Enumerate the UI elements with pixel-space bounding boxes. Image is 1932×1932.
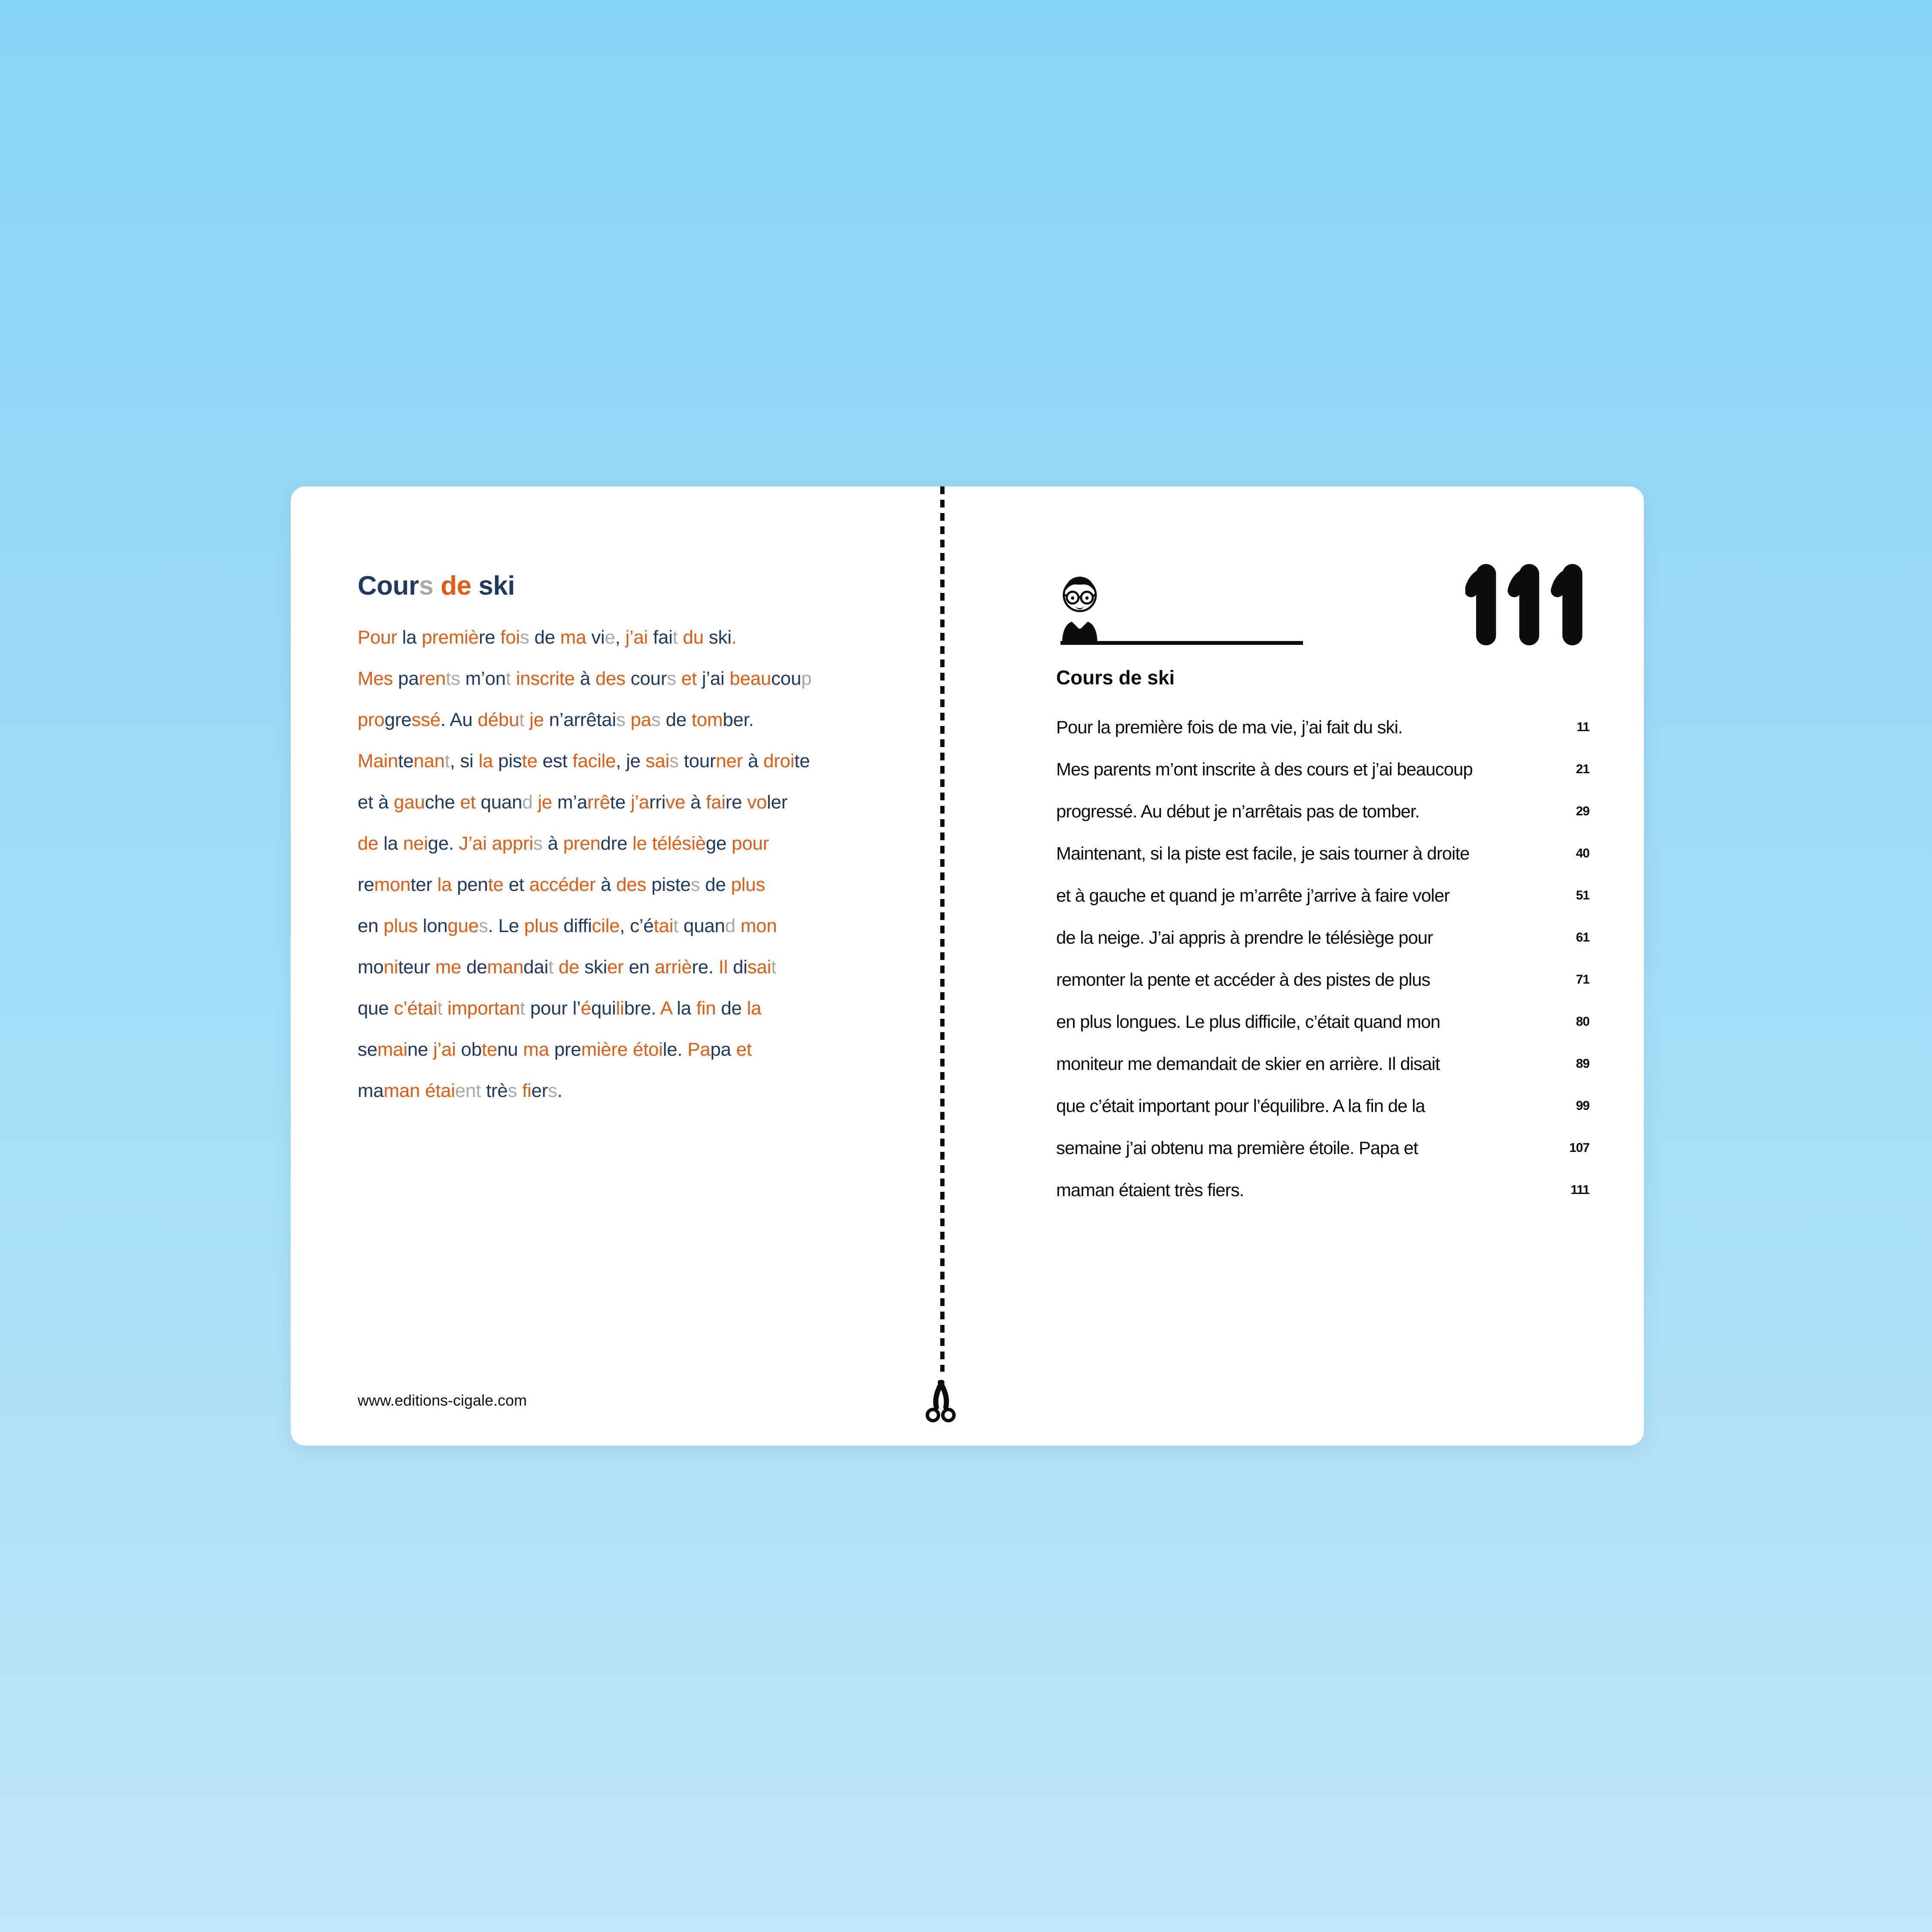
colored-syllable: e: [605, 627, 615, 648]
colored-syllable: tour: [678, 750, 716, 772]
colored-syllable: t: [437, 998, 443, 1019]
colored-syllable: m’a: [552, 792, 588, 813]
colored-syllable: s: [690, 874, 700, 895]
line-text: semaine j’ai obtenu ma première étoile. Papa et: [1056, 1138, 1418, 1158]
colored-syllable: pre: [549, 1039, 581, 1060]
colored-text-line: [358, 699, 967, 741]
colored-syllable: re: [358, 874, 374, 895]
colored-syllable: qui: [591, 998, 616, 1019]
cumulative-word-count: 40: [1576, 846, 1589, 860]
colored-syllable: s: [419, 571, 434, 601]
colored-syllable: s: [533, 833, 543, 854]
colored-syllable: d: [725, 915, 735, 936]
colored-syllable: j’ai: [428, 1039, 456, 1060]
colored-syllable: m’on: [460, 668, 506, 689]
colored-syllable: et: [455, 792, 476, 813]
colored-syllable: ma: [358, 1080, 384, 1101]
colored-syllable: premiè: [416, 627, 479, 648]
line-text: et à gauche et quand je m’arrête j’arrive à faire voler: [1056, 885, 1450, 905]
colored-syllable: s: [507, 1080, 517, 1101]
colored-syllable: Le: [493, 915, 519, 936]
colored-syllable: et: [358, 792, 374, 813]
colored-syllable: re.: [692, 957, 714, 978]
colored-syllable: ,: [615, 627, 620, 648]
colored-syllable: que: [358, 998, 389, 1019]
colored-syllable: débu: [472, 709, 519, 730]
colored-syllable: d: [522, 792, 533, 813]
line-text: maman étaient très fiers.: [1056, 1180, 1244, 1200]
colored-syllable: J’ai: [453, 833, 487, 854]
colored-text-line: [358, 988, 967, 1029]
colored-syllable: je: [532, 792, 553, 813]
colored-syllable: man: [487, 957, 524, 978]
colored-syllable: quan: [678, 915, 725, 936]
colored-syllable: nei: [398, 833, 428, 854]
colored-syllable: re: [725, 792, 742, 813]
colored-syllable: vo: [742, 792, 767, 813]
colored-syllable: beau: [724, 668, 772, 689]
colored-syllable: de: [433, 571, 471, 601]
colored-syllable: fai: [701, 792, 726, 813]
colored-syllable: arriè: [649, 957, 692, 978]
word-count-total: [1465, 559, 1590, 649]
colored-syllable: à: [685, 792, 701, 813]
colored-syllable: ni: [383, 957, 398, 978]
line-text: de la neige. J’ai appris à prendre le télésiège pour: [1056, 927, 1433, 948]
colored-text-line: [358, 782, 967, 823]
colored-syllable: gau: [389, 792, 425, 813]
colored-syllable: er: [607, 957, 624, 978]
colored-syllable: lon: [417, 915, 448, 936]
colored-syllable: ren: [419, 668, 446, 689]
colored-syllable: .: [488, 915, 493, 936]
colored-syllable: ski: [703, 627, 732, 648]
colored-syllable: se: [358, 1039, 377, 1060]
colored-syllable: t: [548, 957, 554, 978]
colored-text-line: [358, 1070, 967, 1112]
colored-syllable: Mes: [358, 668, 393, 689]
text-line: [1056, 790, 1589, 832]
colored-syllable: trè: [481, 1080, 508, 1101]
colored-syllable: sai: [640, 750, 670, 772]
colored-syllable: di: [728, 957, 747, 978]
colored-syllable: en: [358, 915, 379, 936]
colored-syllable: vi: [586, 627, 605, 648]
colored-syllable: Cour: [358, 571, 419, 601]
colored-syllable: dre: [600, 833, 628, 854]
line-text: Mes parents m’ont inscrite à des cours et j’ai beaucoup: [1056, 759, 1473, 779]
colored-syllable: cour: [625, 668, 667, 689]
cumulative-word-count: 80: [1576, 1015, 1589, 1029]
footer-url: www.editions-cigale.com: [358, 1391, 527, 1409]
colored-syllable: ber.: [723, 709, 754, 730]
colored-syllable: man: [383, 1080, 420, 1101]
colored-syllable: ,: [620, 915, 625, 936]
colored-syllable: à: [542, 833, 558, 854]
left-page-title: [358, 571, 515, 601]
colored-syllable: t: [519, 709, 525, 730]
colored-syllable: tom: [686, 709, 723, 730]
colored-syllable: mo: [358, 957, 384, 978]
colored-syllable: le: [627, 833, 647, 854]
colored-syllable: je: [621, 750, 641, 772]
colored-syllable: t: [673, 915, 679, 936]
line-text: moniteur me demandait de skier en arrière. Il disait: [1056, 1054, 1440, 1074]
right-page-text: [1056, 706, 1589, 1211]
colored-syllable: pro: [358, 709, 385, 730]
colored-syllable: gue: [447, 915, 479, 936]
line-text: progressé. Au début je n’arrêtais pas de tomber.: [1056, 801, 1420, 821]
colored-text-line: [358, 617, 967, 658]
colored-syllable: te: [482, 1039, 498, 1060]
colored-syllable: de: [358, 833, 379, 854]
colored-syllable: et: [503, 874, 524, 895]
colored-syllable: de: [529, 627, 555, 648]
colored-syllable: ts: [446, 668, 460, 689]
dotted-cut-line: [940, 486, 945, 1372]
colored-syllable: plus: [378, 915, 418, 936]
colored-syllable: .: [731, 627, 737, 648]
colored-syllable: s: [519, 627, 529, 648]
colored-syllable: nan: [413, 750, 445, 772]
colored-syllable: li: [616, 998, 624, 1019]
colored-syllable: pren: [558, 833, 601, 854]
colored-syllable: s: [548, 1080, 557, 1101]
colored-syllable: Il: [713, 957, 728, 978]
colored-syllable: me: [430, 957, 462, 978]
colored-syllable: à: [373, 792, 389, 813]
colored-syllable: er: [531, 1080, 548, 1101]
colored-syllable: inscrite: [510, 668, 575, 689]
colored-syllable: plus: [726, 874, 766, 895]
colored-syllable: te: [398, 750, 414, 772]
colored-syllable: ve: [665, 792, 686, 813]
text-line: [1056, 959, 1589, 1001]
colored-syllable: re: [478, 627, 495, 648]
colored-syllable: étoi: [628, 1039, 663, 1060]
line-text: que c’était important pour l’équilibre. A la fin de la: [1056, 1096, 1425, 1116]
colored-syllable: tai: [653, 915, 674, 936]
colored-syllable: et: [731, 1039, 752, 1060]
colored-syllable: sai: [747, 957, 772, 978]
colored-syllable: t: [672, 627, 678, 648]
colored-syllable: ski: [471, 571, 515, 601]
colored-syllable: bre.: [624, 998, 656, 1019]
colored-syllable: te: [610, 792, 626, 813]
line-text: remonter la pente et accéder à des pistes de plus: [1056, 969, 1430, 990]
colored-syllable: pa: [393, 668, 419, 689]
colored-syllable: ,: [450, 750, 455, 772]
cumulative-word-count: 107: [1569, 1141, 1589, 1155]
colored-syllable: à: [595, 874, 611, 895]
colored-syllable: ma: [555, 627, 586, 648]
colored-syllable: de: [553, 957, 580, 978]
colored-syllable: de: [700, 874, 726, 895]
cumulative-word-count: 111: [1571, 1183, 1589, 1197]
text-line: [1056, 1169, 1589, 1211]
colored-syllable: quan: [475, 792, 522, 813]
colored-syllable: t: [771, 957, 777, 978]
colored-syllable: p: [801, 668, 812, 689]
colored-syllable: ,: [616, 750, 621, 772]
colored-syllable: c’é: [625, 915, 654, 936]
colored-syllable: fin: [691, 998, 716, 1019]
colored-syllable: mai: [377, 1039, 407, 1060]
colored-text-line: [358, 823, 967, 864]
colored-syllable: du: [677, 627, 704, 648]
colored-syllable: ob: [456, 1039, 482, 1060]
cumulative-word-count: 71: [1576, 972, 1589, 987]
colored-syllable: A: [656, 998, 672, 1019]
colored-text-line: [358, 658, 967, 699]
name-rule-line: [1060, 641, 1303, 645]
colored-syllable: Main: [358, 750, 398, 772]
colored-syllable: piste: [646, 874, 691, 895]
colored-syllable: dai: [523, 957, 549, 978]
colored-syllable: la: [671, 998, 691, 1019]
text-line: [1056, 748, 1589, 790]
text-line: [1056, 832, 1589, 875]
colored-syllable: je: [524, 709, 544, 730]
colored-syllable: de: [660, 709, 687, 730]
colored-syllable: foi: [495, 627, 520, 648]
colored-syllable: Au: [445, 709, 473, 730]
colored-syllable: la: [432, 874, 452, 895]
colored-syllable: t: [444, 750, 450, 772]
right-page-title: Cours de ski: [1056, 666, 1175, 689]
colored-syllable: che: [425, 792, 455, 813]
colored-syllable: facile: [567, 750, 616, 772]
colored-syllable: t: [505, 668, 511, 689]
colored-syllable: te: [522, 750, 538, 772]
colored-syllable: pis: [493, 750, 522, 772]
colored-syllable: rrê: [587, 792, 610, 813]
cumulative-word-count: 99: [1576, 1099, 1589, 1113]
colored-syllable: pour: [525, 998, 568, 1019]
colored-syllable: .: [440, 709, 446, 730]
colored-syllable: importan: [442, 998, 520, 1019]
colored-syllable: ge: [705, 833, 727, 854]
colored-syllable: l’: [567, 998, 581, 1019]
colored-text-line: [358, 1029, 967, 1070]
colored-syllable: la: [397, 627, 417, 648]
colored-syllable: j’ai: [696, 668, 725, 689]
child-with-glasses-icon: [1059, 571, 1101, 644]
colored-syllable: gre: [384, 709, 412, 730]
cumulative-word-count: 21: [1576, 762, 1589, 776]
colored-syllable: si: [455, 750, 474, 772]
colored-syllable: diffi: [558, 915, 592, 936]
colored-syllable: fai: [648, 627, 673, 648]
colored-syllable: mière: [581, 1039, 628, 1060]
colored-syllable: la: [378, 833, 398, 854]
colored-syllable: de: [461, 957, 487, 978]
colored-syllable: s: [479, 915, 488, 936]
colored-syllable: fi: [517, 1080, 532, 1101]
text-line: [1056, 917, 1589, 959]
colored-syllable: télésiè: [647, 833, 706, 854]
colored-syllable: accéder: [524, 874, 596, 895]
colored-text-line: [358, 947, 967, 988]
line-text: en plus longues. Le plus difficile, c’était quand mon: [1056, 1012, 1440, 1032]
text-line: [1056, 1127, 1589, 1169]
colored-syllable: .: [557, 1080, 562, 1101]
colored-syllable: te: [794, 750, 810, 772]
left-page-colored-text: [358, 617, 967, 1112]
colored-syllable: c’étai: [389, 998, 437, 1019]
colored-syllable: te: [488, 874, 504, 895]
colored-syllable: étai: [420, 1080, 455, 1101]
colored-syllable: pa: [625, 709, 651, 730]
colored-syllable: la: [741, 998, 762, 1019]
colored-syllable: ge.: [428, 833, 454, 854]
worksheet-card: [291, 486, 1644, 1446]
colored-syllable: pour: [726, 833, 769, 854]
colored-syllable: Pa: [682, 1039, 711, 1060]
text-line: [1056, 706, 1589, 748]
text-line: [1056, 1043, 1589, 1085]
colored-syllable: ssé: [411, 709, 440, 730]
colored-syllable: mon: [374, 874, 411, 895]
colored-syllable: droi: [758, 750, 795, 772]
colored-syllable: de: [716, 998, 742, 1019]
colored-syllable: pa: [710, 1039, 731, 1060]
cumulative-word-count: 29: [1576, 804, 1589, 818]
colored-syllable: le.: [662, 1039, 683, 1060]
colored-syllable: la: [473, 750, 493, 772]
colored-syllable: j’ai: [620, 627, 648, 648]
scissors-icon: [921, 1379, 964, 1426]
colored-syllable: pen: [452, 874, 488, 895]
cumulative-word-count: 51: [1576, 888, 1589, 902]
colored-syllable: nu: [497, 1039, 518, 1060]
text-line: [1056, 1001, 1589, 1043]
colored-syllable: mon: [735, 915, 777, 936]
colored-syllable: plus: [519, 915, 559, 936]
colored-syllable: des: [590, 668, 626, 689]
colored-syllable: ski: [579, 957, 608, 978]
colored-syllable: ma: [518, 1039, 549, 1060]
colored-syllable: ter: [410, 874, 432, 895]
text-line: [1056, 875, 1589, 917]
colored-syllable: j’a: [626, 792, 650, 813]
colored-text-line: [358, 905, 967, 947]
colored-text-line: [358, 864, 967, 905]
colored-syllable: en: [623, 957, 650, 978]
line-text: Maintenant, si la piste est facile, je sais tourner à droite: [1056, 843, 1470, 863]
colored-syllable: s: [651, 709, 661, 730]
colored-syllable: ler: [767, 792, 788, 813]
colored-syllable: appri: [486, 833, 533, 854]
text-line: [1056, 1085, 1589, 1127]
cumulative-word-count: 89: [1576, 1057, 1589, 1071]
colored-syllable: n’arrêtai: [544, 709, 616, 730]
colored-syllable: ent: [455, 1080, 481, 1101]
colored-syllable: cile: [592, 915, 620, 936]
colored-syllable: à: [574, 668, 590, 689]
colored-syllable: Pour: [358, 627, 397, 648]
colored-syllable: à: [743, 750, 759, 772]
colored-syllable: s: [669, 750, 679, 772]
cumulative-word-count: 11: [1577, 720, 1589, 734]
colored-syllable: ne: [407, 1039, 428, 1060]
colored-syllable: é: [580, 998, 591, 1019]
colored-text-line: [358, 741, 967, 782]
colored-syllable: des: [611, 874, 647, 895]
colored-syllable: cou: [771, 668, 802, 689]
colored-syllable: rri: [649, 792, 666, 813]
colored-syllable: s: [667, 668, 676, 689]
colored-syllable: t: [520, 998, 525, 1019]
cumulative-word-count: 61: [1576, 930, 1589, 945]
colored-syllable: teur: [398, 957, 430, 978]
colored-syllable: est: [537, 750, 568, 772]
colored-syllable: et: [676, 668, 697, 689]
colored-syllable: s: [616, 709, 626, 730]
colored-syllable: ner: [716, 750, 743, 772]
line-text: Pour la première fois de ma vie, j’ai fait du ski.: [1056, 717, 1403, 737]
